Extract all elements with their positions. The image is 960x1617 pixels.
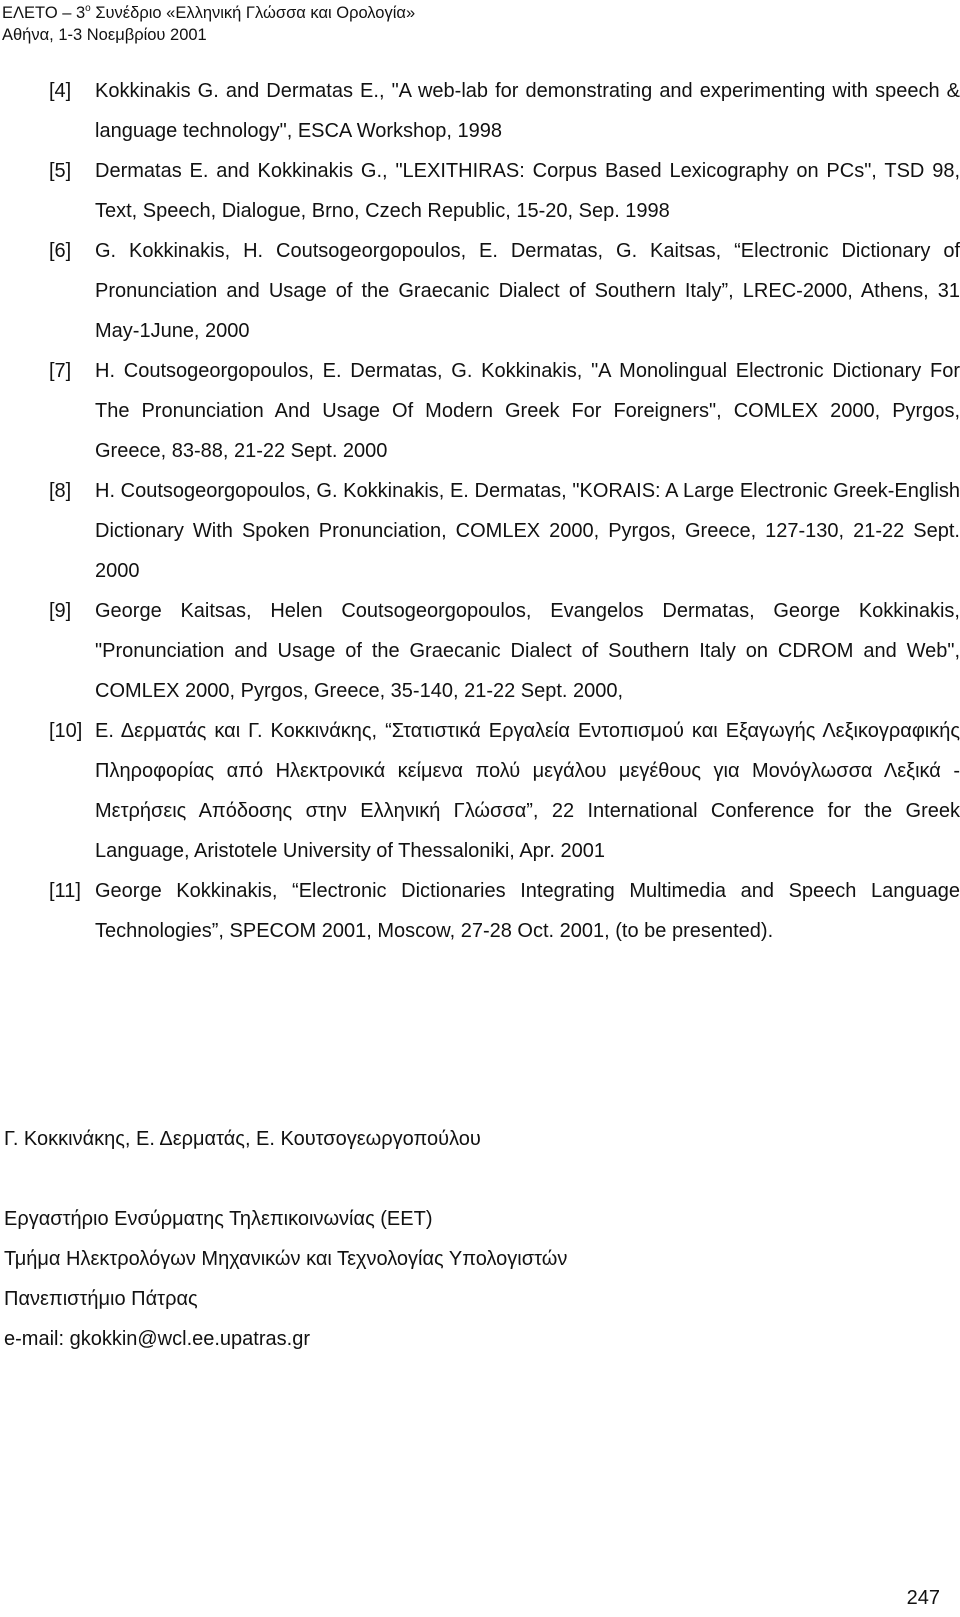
reference-text: George Kokkinakis, “Electronic Dictionaries Integrating Multimedia and Speech Language Technologies”, SPECOM 2001, Moscow, 27-28 Oct. 2001, (to be presented).	[95, 880, 960, 942]
reference-item	[49, 471, 960, 591]
reference-number: [5]	[49, 160, 72, 182]
reference-number: [11]	[49, 880, 81, 902]
reference-text: Kokkinakis G. and Dermatas E., "A web-lab for demonstrating and experimenting with speech & language technology", ESCA Workshop, 1998	[95, 80, 960, 142]
reference-item	[49, 71, 960, 151]
reference-text: H. Coutsogeorgopoulos, E. Dermatas, G. Kokkinakis, "A Monolingual Electronic Dictionary For The Pronunciation And Usage Of Modern Greek For Foreigners", COMLEX 2000, Pyrgos, Greece, 83-88, 21-22 Sept. 2000	[95, 360, 960, 462]
reference-item	[49, 711, 960, 871]
reference-number: [8]	[49, 480, 72, 502]
reference-number: [7]	[49, 360, 72, 382]
reference-item	[49, 591, 960, 711]
reference-text: G. Kokkinakis, H. Coutsogeorgopoulos, E. Dermatas, G. Kaitsas, “Electronic Dictionary of Pronunciation and Usage of the Graecanic Dialect of Southern Italy”, LREC-2000, Athens, 31 May-1June, 2000	[95, 240, 960, 342]
reference-text: Ε. Δερματάς και Γ. Κοκκινάκης, “Στατιστικά Εργαλεία Εντοπισμού και Εξαγωγής Λεξικογραφικής Πληροφορίας από Ηλεκτρονικά κείμενα πολύ μεγάλου μεγέθους για Μονόγλωσσα Λεξικά - Μετρήσεις Απόδοσης στην Ελληνική Γλώσσα”, 22 International Conference for the Greek Language, Aristotele University of Thessaloniki, Apr. 2001	[95, 720, 960, 862]
conference-title	[2, 2, 702, 24]
reference-item	[49, 151, 960, 231]
reference-text: George Kaitsas, Helen Coutsogeorgopoulos, Evangelos Dermatas, George Kokkinakis, "Pronunciation and Usage of the Graecanic Dialect of Southern Italy on CDROM and Web", COMLEX 2000, Pyrgos, Greece, 35-140, 21-22 Sept. 2000,	[95, 600, 960, 702]
reference-text: Dermatas E. and Kokkinakis G., "LEXITHIRAS: Corpus Based Lexicography on PCs", TSD 98, Text, Speech, Dialogue, Brno, Czech Republic, 15-20, Sep. 1998	[95, 160, 960, 222]
reference-item	[49, 351, 960, 471]
reference-number: [10]	[49, 720, 83, 742]
reference-text: H. Coutsogeorgopoulos, G. Kokkinakis, E. Dermatas, "KORAIS: A Large Electronic Greek-English Dictionary With Spoken Pronunciation, COMLEX 2000, Pyrgos, Greece, 127-130, 21-22 Sept. 2000	[95, 480, 960, 582]
ordinal-superscript: ο	[85, 3, 91, 14]
reference-number: [4]	[49, 80, 72, 102]
email-address: e-mail: gkokkin@wcl.ee.upatras.gr	[4, 1328, 310, 1350]
affiliation-block	[4, 1199, 567, 1359]
university-name: Πανεπιστήμιο Πάτρας	[4, 1288, 198, 1310]
conference-title-main: ΕΛΕΤΟ – 3	[2, 4, 86, 22]
reference-item	[49, 871, 960, 951]
conference-date: Αθήνα, 1-3 Νοεμβρίου 2001	[2, 26, 207, 44]
page-number: 247	[906, 1587, 940, 1609]
reference-list	[49, 71, 960, 951]
reference-number: [6]	[49, 240, 72, 262]
department-name: Τμήμα Ηλεκτρολόγων Μηχανικών και Τεχνολογίας Υπολογιστών	[4, 1248, 568, 1270]
reference-item	[49, 231, 960, 351]
lab-name: Εργαστήριο Ενσύρματης Τηλεπικοινωνίας (ΕΕΤ)	[4, 1208, 433, 1230]
conference-title-rest: Συνέδριο «Ελληνική Γλώσσα και Ορολογία»	[90, 4, 416, 22]
running-header	[2, 2, 702, 46]
authors-line: Γ. Κοκκινάκης, Ε. Δερματάς, Ε. Κουτσογεωργοπούλου	[4, 1128, 481, 1150]
reference-number: [9]	[49, 600, 72, 622]
